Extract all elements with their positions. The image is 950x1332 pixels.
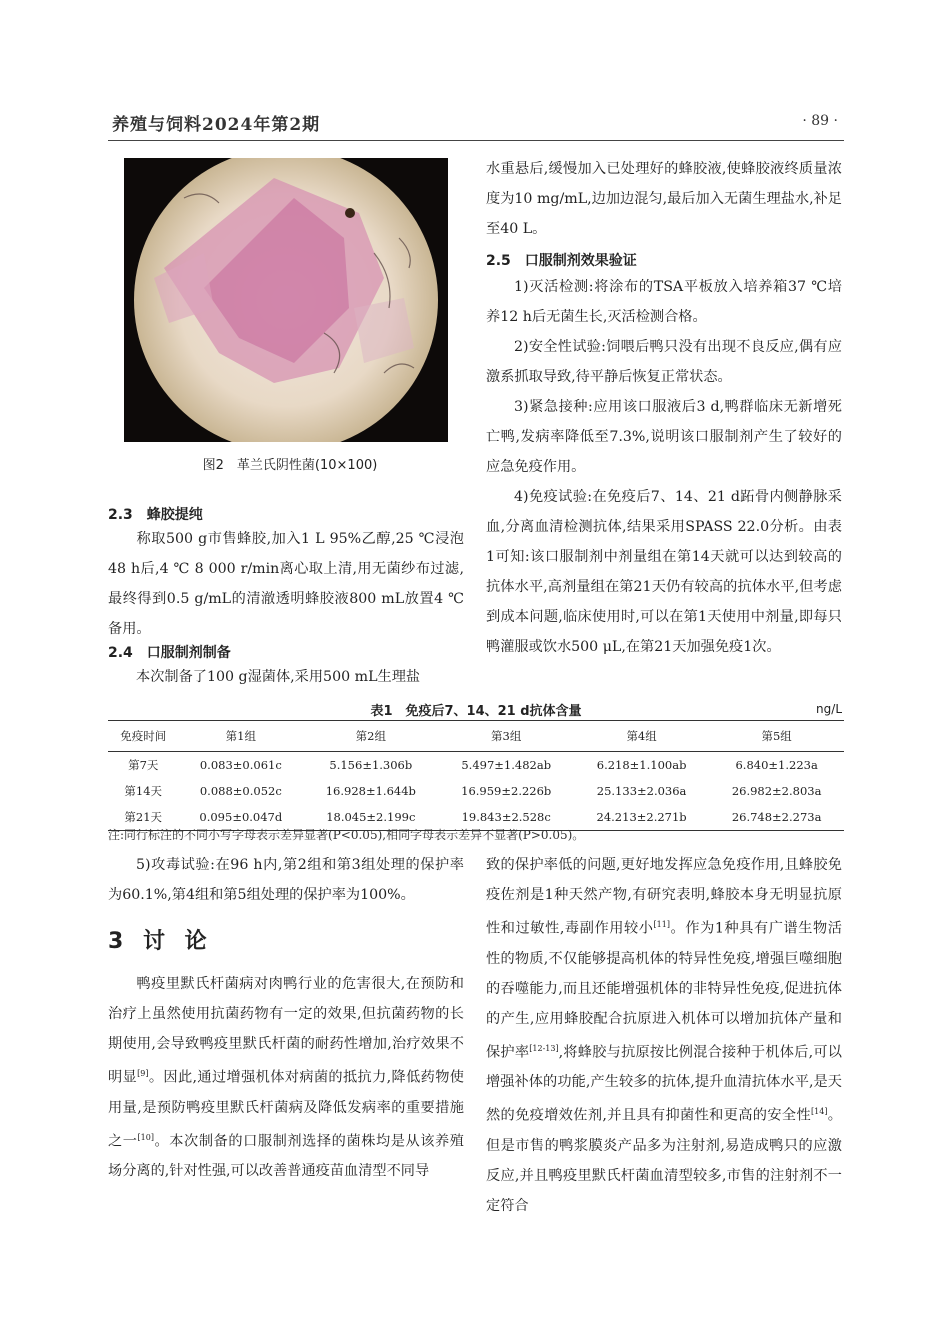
section-2-3-text: 称取500 g市售蜂胶,加入1 L 95%乙醇,25 ℃浸泡48 h后,4 ℃ 8 000 r/min离心取上清,用无菌纱布过滤,最终得到0.5 g/mL的清澈透明蜂胶液800 mL放置4 ℃备用。 bbox=[108, 531, 464, 637]
section-2-3-title: 2.3 蜂胶提纯 bbox=[108, 507, 203, 523]
table-cell: 16.959±2.226b bbox=[461, 784, 552, 798]
table-cell: 6.840±1.223a bbox=[735, 758, 818, 772]
header-divider bbox=[108, 140, 844, 141]
citation-14: [14] bbox=[811, 1107, 828, 1117]
table-note: 注:同行标注的不同小写字母表示差异显著(P<0.05),相同字母表示差异不显著(P>0.05)。 bbox=[108, 828, 585, 842]
table-cell: 第21天 bbox=[108, 804, 179, 831]
table-cell: 19.843±2.528c bbox=[439, 804, 574, 831]
table-row bbox=[108, 752, 844, 779]
table-title: 表1 免疫后7、14、21 d抗体含量 bbox=[370, 704, 582, 719]
citation-11: [11] bbox=[653, 920, 670, 929]
table-cell: 第7天 bbox=[128, 758, 159, 772]
inactivation-test: 1)灭活检测:将涂布的TSA平板放入培养箱37 ℃培养12 h后无菌生长,灭活检测合格。 bbox=[486, 279, 842, 325]
micrograph-image bbox=[124, 158, 448, 442]
table-cell: 0.088±0.052c bbox=[199, 784, 282, 798]
header-group5: 第5组 bbox=[709, 721, 844, 752]
safety-test: 2)安全性试验:饲喂后鸭只没有出现不良反应,偶有应激系抓取导致,待平静后恢复正常状态。 bbox=[486, 339, 842, 385]
section-2-4-title: 2.4 口服制剂制备 bbox=[108, 645, 231, 661]
citation-9: [9] bbox=[137, 1069, 149, 1078]
left-column-bottom bbox=[108, 850, 464, 1186]
discussion-right-4: 。但是市售的鸭浆膜炎产品多为注射剂,易造成鸭只的应激反应,并且鸭疫里默氏杆菌血清型较多,市售的注射剂不一定符合 bbox=[486, 1108, 842, 1215]
header-group2: 第2组 bbox=[303, 721, 438, 752]
table-cell: 0.083±0.061c bbox=[199, 758, 282, 772]
discussion-text-a: 鸭疫里默氏杆菌病对肉鸭行业的危害很大,在预防和治疗上虽然使用抗菌药物有一定的效果,但抗菌药物的长期使用,会导致鸭疫里默氏杆菌的耐药性增加,治疗效果不明显 bbox=[108, 976, 464, 1086]
section-2-4-body bbox=[108, 662, 464, 692]
discussion-text-b: 。因此,通过增强机体对病菌的抵抗力,降低药物使用量,是预防鸭疫里默氏杆菌病及降低发病率的重要措施之一 bbox=[108, 1069, 464, 1150]
table-cell: 0.095±0.047d bbox=[179, 804, 304, 831]
header-group4: 第4组 bbox=[574, 721, 709, 752]
discussion-right-2: 。作为1种具有广谱生物活性的物质,不仅能够提高机体的特异性免疫,增强巨噬细胞的吞噬能力,而且还能增强机体的非特异性免疫,促进抗体的产生,应用蜂胶配合抗原进入机体可以增加抗体产量和保护率 bbox=[486, 920, 842, 1061]
table-cell: 6.218±1.100ab bbox=[596, 758, 687, 772]
table-header-row bbox=[108, 721, 844, 752]
table-cell: 第14天 bbox=[124, 784, 163, 798]
header-group3: 第3组 bbox=[439, 721, 574, 752]
table-cell: 5.497±1.482ab bbox=[461, 758, 552, 772]
table-unit: ng/L bbox=[816, 702, 842, 716]
citation-10: [10] bbox=[137, 1132, 154, 1142]
page-number: · 89 · bbox=[802, 113, 838, 129]
table-cell: 26.748±2.273a bbox=[709, 804, 844, 831]
challenge-test: 5)攻毒试验:在96 h内,第2组和第3组处理的保护率为60.1%,第4组和第5组处理的保护率为100%。 bbox=[108, 857, 464, 903]
immunity-test: 4)免疫试验:在免疫后7、14、21 d跖骨内侧静脉采血,分离血清检测抗体,结果采用SPASS 22.0分析。由表1可知:该口服制剂中剂量组在第14天就可以达到较高的抗体水平,高剂量组在第21天仍有较高的抗体水平,但考虑到成本问题,临床使用时,可以在第1天使用中剂量,即每只鸭灌服或饮水500 μL,在第21天加强免疫1次。 bbox=[486, 489, 842, 655]
table-cell: 25.133±2.036a bbox=[596, 784, 687, 798]
figure-caption: 图2 革兰氏阴性菌(10×100) bbox=[202, 458, 378, 473]
right-column-top bbox=[486, 154, 842, 662]
table-cell: 26.982±2.803a bbox=[731, 784, 822, 798]
table-cell: 18.045±2.199c bbox=[303, 804, 438, 831]
section-2-4-text: 本次制备了100 g湿菌体,采用500 mL生理盐 bbox=[136, 669, 421, 685]
header-group1: 第1组 bbox=[179, 721, 304, 752]
antibody-table bbox=[108, 720, 844, 831]
table-cell: 5.156±1.306b bbox=[329, 758, 413, 772]
table-cell: 24.213±2.271b bbox=[574, 804, 709, 831]
section-3-title: 3 讨 论 bbox=[108, 929, 213, 954]
discussion-right-1: 致的保护率低的问题,更好地发挥应急免疫作用,且蜂胶免疫佐剂是1种天然产物,有研究表明,蜂胶本身无明显抗原性和过敏性,毒副作用较小 bbox=[486, 857, 842, 937]
emergency-vaccination: 3)紧急接种:应用该口服液后3 d,鸭群临床无新增死亡鸭,发病率降低至7.3%,说明该口服制剂产生了较好的应急免疫作用。 bbox=[486, 399, 842, 475]
discussion-text-c: 。本次制备的口服制剂选择的菌株均是从该养殖场分离的,针对性强,可以改善普通疫苗血清型不同导 bbox=[108, 1133, 464, 1180]
journal-header: 养殖与饲料2024年第2期 bbox=[112, 115, 321, 135]
table-cell: 16.928±1.644b bbox=[325, 784, 416, 798]
right-column-bottom bbox=[486, 850, 842, 1221]
section-2-5-title: 2.5 口服制剂效果验证 bbox=[486, 253, 637, 269]
discussion-right-3: ,将蜂胶与抗原按比例混合接种于机体后,可以增强补体的功能,产生较多的抗体,提升血清抗体水平,是天然的免疫增效佐剂,并且具有抑菌性和更高的安全性 bbox=[486, 1044, 842, 1125]
table-row bbox=[108, 778, 844, 804]
citation-12-13: [12-13] bbox=[529, 1043, 559, 1053]
header-time: 免疫时间 bbox=[108, 721, 179, 752]
continuation-text: 水重悬后,缓慢加入已处理好的蜂胶液,使蜂胶液终质量浓度为10 mg/mL,边加边混匀,最后加入无菌生理盐水,补足至40 L。 bbox=[486, 161, 842, 237]
section-2-3-body bbox=[108, 524, 464, 644]
